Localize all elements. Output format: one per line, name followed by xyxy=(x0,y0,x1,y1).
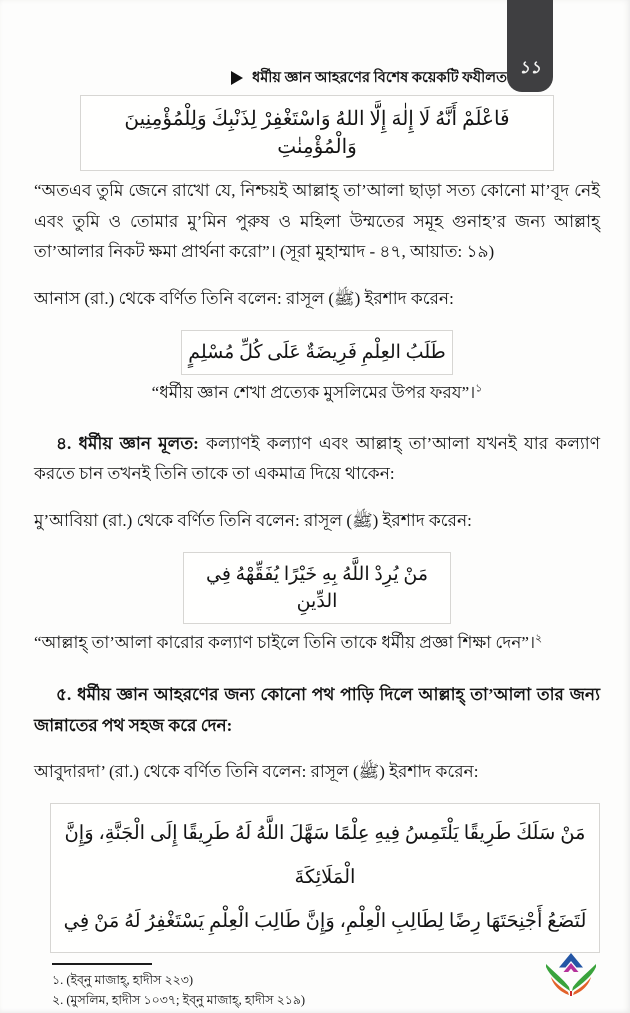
footnote-item-2: ২. (মুসলিম, হাদীস ১০৩৭; ইব্‌নু মাজাহ্, হাদীস ২১৯) xyxy=(52,993,306,1007)
hadith-translation-1 xyxy=(34,379,600,407)
arabic-hadith-box-2 xyxy=(183,552,451,624)
narrator-line-abudarda: আবুদারদা’ (রা.) থেকে বর্ণিত তিনি বলেন: রাসূল (ﷺ) ইরশাদ করেন: xyxy=(34,762,479,781)
right-triangle-icon xyxy=(231,71,243,85)
chapter-title: ধর্মীয় জ্ঞান আহরণের বিশেষ কয়েকটি ফযীলত xyxy=(252,70,507,86)
arabic-hadith-text-2: مَنْ يُرِدْ اللَّهُ بِهِ خَيْرًا يُفَقِّهْهُ فِي الدِّينِ xyxy=(205,563,428,612)
page-number-tab xyxy=(507,0,553,92)
arabic-hadith-text-3-line1: مَنْ سَلَكَ طَرِيقًا يَلْتَمِسُ فِيهِ عِلْمًا سَهَّلَ اللَّهُ لَهُ طَرِيقًا إِلَى الْجَنَّةِ، وَإِنَّ الْمَلَائِكَةَ xyxy=(64,823,586,888)
arabic-hadith-box-3 xyxy=(50,803,600,953)
footnote-divider xyxy=(52,963,152,965)
page-number: ১১ xyxy=(518,58,542,77)
verse-reference: (সূরা মুহাম্মাদ - ৪৭, আয়াত: ১৯) xyxy=(275,242,495,261)
arabic-verse-text: فَاعْلَمْ أَنَّهُ لَا إِلٰهَ إِلَّا اللهُ وَاسْتَغْفِرْ لِذَنْبِكَ وَلِلْمُؤْمِنِينَ وَالْمُؤْمِنٰتِ xyxy=(124,108,510,158)
running-header xyxy=(34,0,507,88)
arabic-hadith-text-3-line2: لَتَضَعُ أَجْنِحَتَهَا رِضًا لِطَالِبِ الْعِلْمِ، وَإِنَّ طَالِبَ الْعِلْمِ يَسْتَغْفِرُ لَهُ مَنْ فِي xyxy=(63,911,587,932)
footnote-marker-1: ১ xyxy=(475,381,483,394)
verse-translation-paragraph xyxy=(34,176,600,268)
section-heading-4 xyxy=(34,429,600,490)
hadith-translation-1-text: “ধর্মীয় জ্ঞান শেখা প্রত্যেক মুসলিমের উপর ফরয”। xyxy=(151,382,476,402)
publisher-logo-icon xyxy=(544,950,598,998)
hadith-translation-2-text: “আল্লাহ্ তা’আলা কারোর কল্যাণ চাইলে তিনি তাকে ধর্মীয় প্রজ্ঞা শিক্ষা দেন”। xyxy=(34,632,536,652)
arabic-verse-box xyxy=(80,95,554,171)
footnotes xyxy=(52,970,600,1010)
hadith-translation-2 xyxy=(34,628,600,659)
arabic-hadith-text-1: طَلَبُ العِلْمِ فَرِيضَةٌ عَلَى كُلِّ مُسْلِمٍ xyxy=(188,341,446,363)
footnote-item-1: ১. (ইব্‌নু মাজাহ্, হাদীস ২২৩) xyxy=(52,973,194,987)
section-4-lead: ৪. ধর্মীয় জ্ঞান মূলত: xyxy=(56,433,199,453)
narrator-line-anas: আনাস (রা.) থেকে বর্ণিত তিনি বলেন: রাসূল (ﷺ) ইরশাদ করেন: xyxy=(34,288,454,308)
footnote-marker-2: ২ xyxy=(535,631,543,644)
section-heading-5: ৫. ধর্মীয় জ্ঞান আহরণের জন্য কোনো পথ পাড়ি দিলে আল্লাহ্ তা’আলা তার জন্য জান্নাতের পথ সহজ করে দেন: xyxy=(34,685,600,735)
arabic-hadith-box-1 xyxy=(181,330,453,375)
verse-translation: “অতএব তুমি জেনে রাখো যে, নিশ্চয়ই আল্লাহ্ তা’আলা ছাড়া সত্য কোনো মা’বূদ নেই এবং তুমি ও তোমার মু’মিন পুরুষ ও মহিলা উম্মতের সমূহ গুনাহ’র জন্য আল্লাহ্ তা’আলার নিকট ক্ষমা প্রার্থনা করো”। xyxy=(34,181,600,261)
section-4-rest: কল্যাণই কল্যাণ এবং আল্লাহ্ তা’আলা যখনই যার কল্যাণ করতে চান তখনই তিনি তাকে তা একমাত্র দিয়ে থাকেন: xyxy=(34,433,601,483)
narrator-line-muawiya: মু’আবিয়া (রা.) থেকে বর্ণিত তিনি বলেন: রাসূল (ﷺ) ইরশাদ করেন: xyxy=(34,510,472,530)
